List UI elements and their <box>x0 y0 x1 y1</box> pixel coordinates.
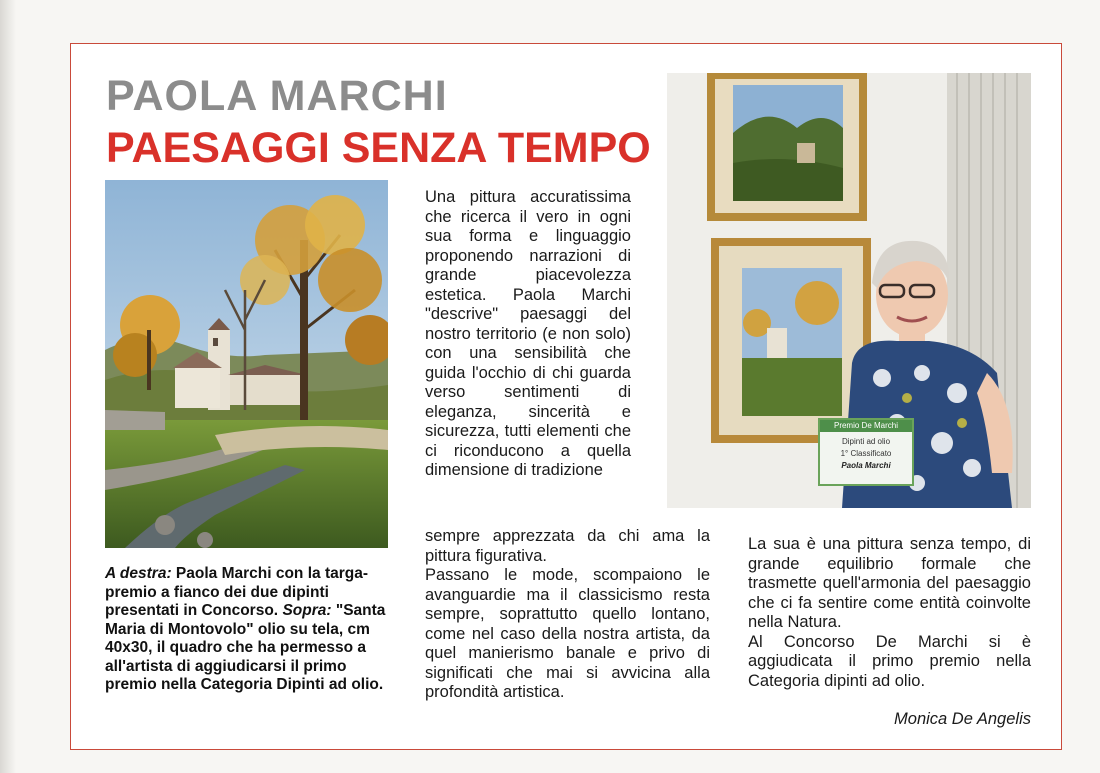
article-paragraph: sempre apprezzata da chi ama la pittura figurativa. <box>425 527 710 565</box>
article-column-2-bottom <box>425 527 710 703</box>
article-title-artist: PAOLA MARCHI <box>106 72 448 120</box>
award-plaque-category: Dipinti ad olio <box>841 437 891 446</box>
article-author: Monica De Angelis <box>894 710 1031 728</box>
caption-text-right: Paola Marchi con la targa-premio a fianco dei due dipinti presentati in Concorso. <box>105 565 369 619</box>
award-plaque-header: Premio De Marchi <box>820 420 912 432</box>
article-paragraph: Una pittura accuratissima che ricerca il vero in ogni sua forma e linguaggio proponendo narrazioni di grande piacevolezza estetica. Paola Marchi "descrive" paesaggi del nostro territorio (e non solo) con una sensibilità che guida l'occhio di chi guarda verso sentimenti di eleganza, sincerità e sicurezza, tutti elementi che ci riconducono a quella dimensione di tradizione <box>425 188 631 479</box>
article-paragraph: Passano le mode, scompaiono le avanguardie ma il classicismo resta sempre, soprattutto quello lontano, come nel caso della nostra artista, da quel manierismo banale e privo di significati che mai si avvicina alla profondità artistica. <box>425 566 710 701</box>
caption-text-above: "Santa Maria di Montovolo" olio su tela, cm 40x30, il quadro che ha permesso a all'artista di aggiudicarsi il primo premio nella Categoria Dipinti ad olio. <box>105 602 386 693</box>
article-column-2-top <box>425 188 631 481</box>
caption-label-right: A destra: <box>105 565 172 582</box>
award-plaque <box>818 418 914 486</box>
article-column-3 <box>748 535 1031 691</box>
caption-label-above: Sopra: <box>282 602 332 619</box>
award-plaque-winner: Paola Marchi <box>841 461 891 470</box>
article-paragraph: La sua è una pittura senza tempo, di grande equilibrio formale che trasmette quell'armonia del paesaggio che ci fa sentire come entità coinvolte nella Natura. <box>748 535 1031 631</box>
article-title-subtitle: PAESAGGI SENZA TEMPO <box>106 124 651 172</box>
page-edge-shadow <box>0 0 16 773</box>
award-plaque-rank: 1° Classificato <box>840 449 892 458</box>
painting-santa-maria-di-montovolo <box>105 180 388 548</box>
photo-caption <box>105 565 395 695</box>
article-paragraph: Al Concorso De Marchi si è aggiudicata il primo premio nella Categoria dipinti ad olio. <box>748 632 1031 690</box>
